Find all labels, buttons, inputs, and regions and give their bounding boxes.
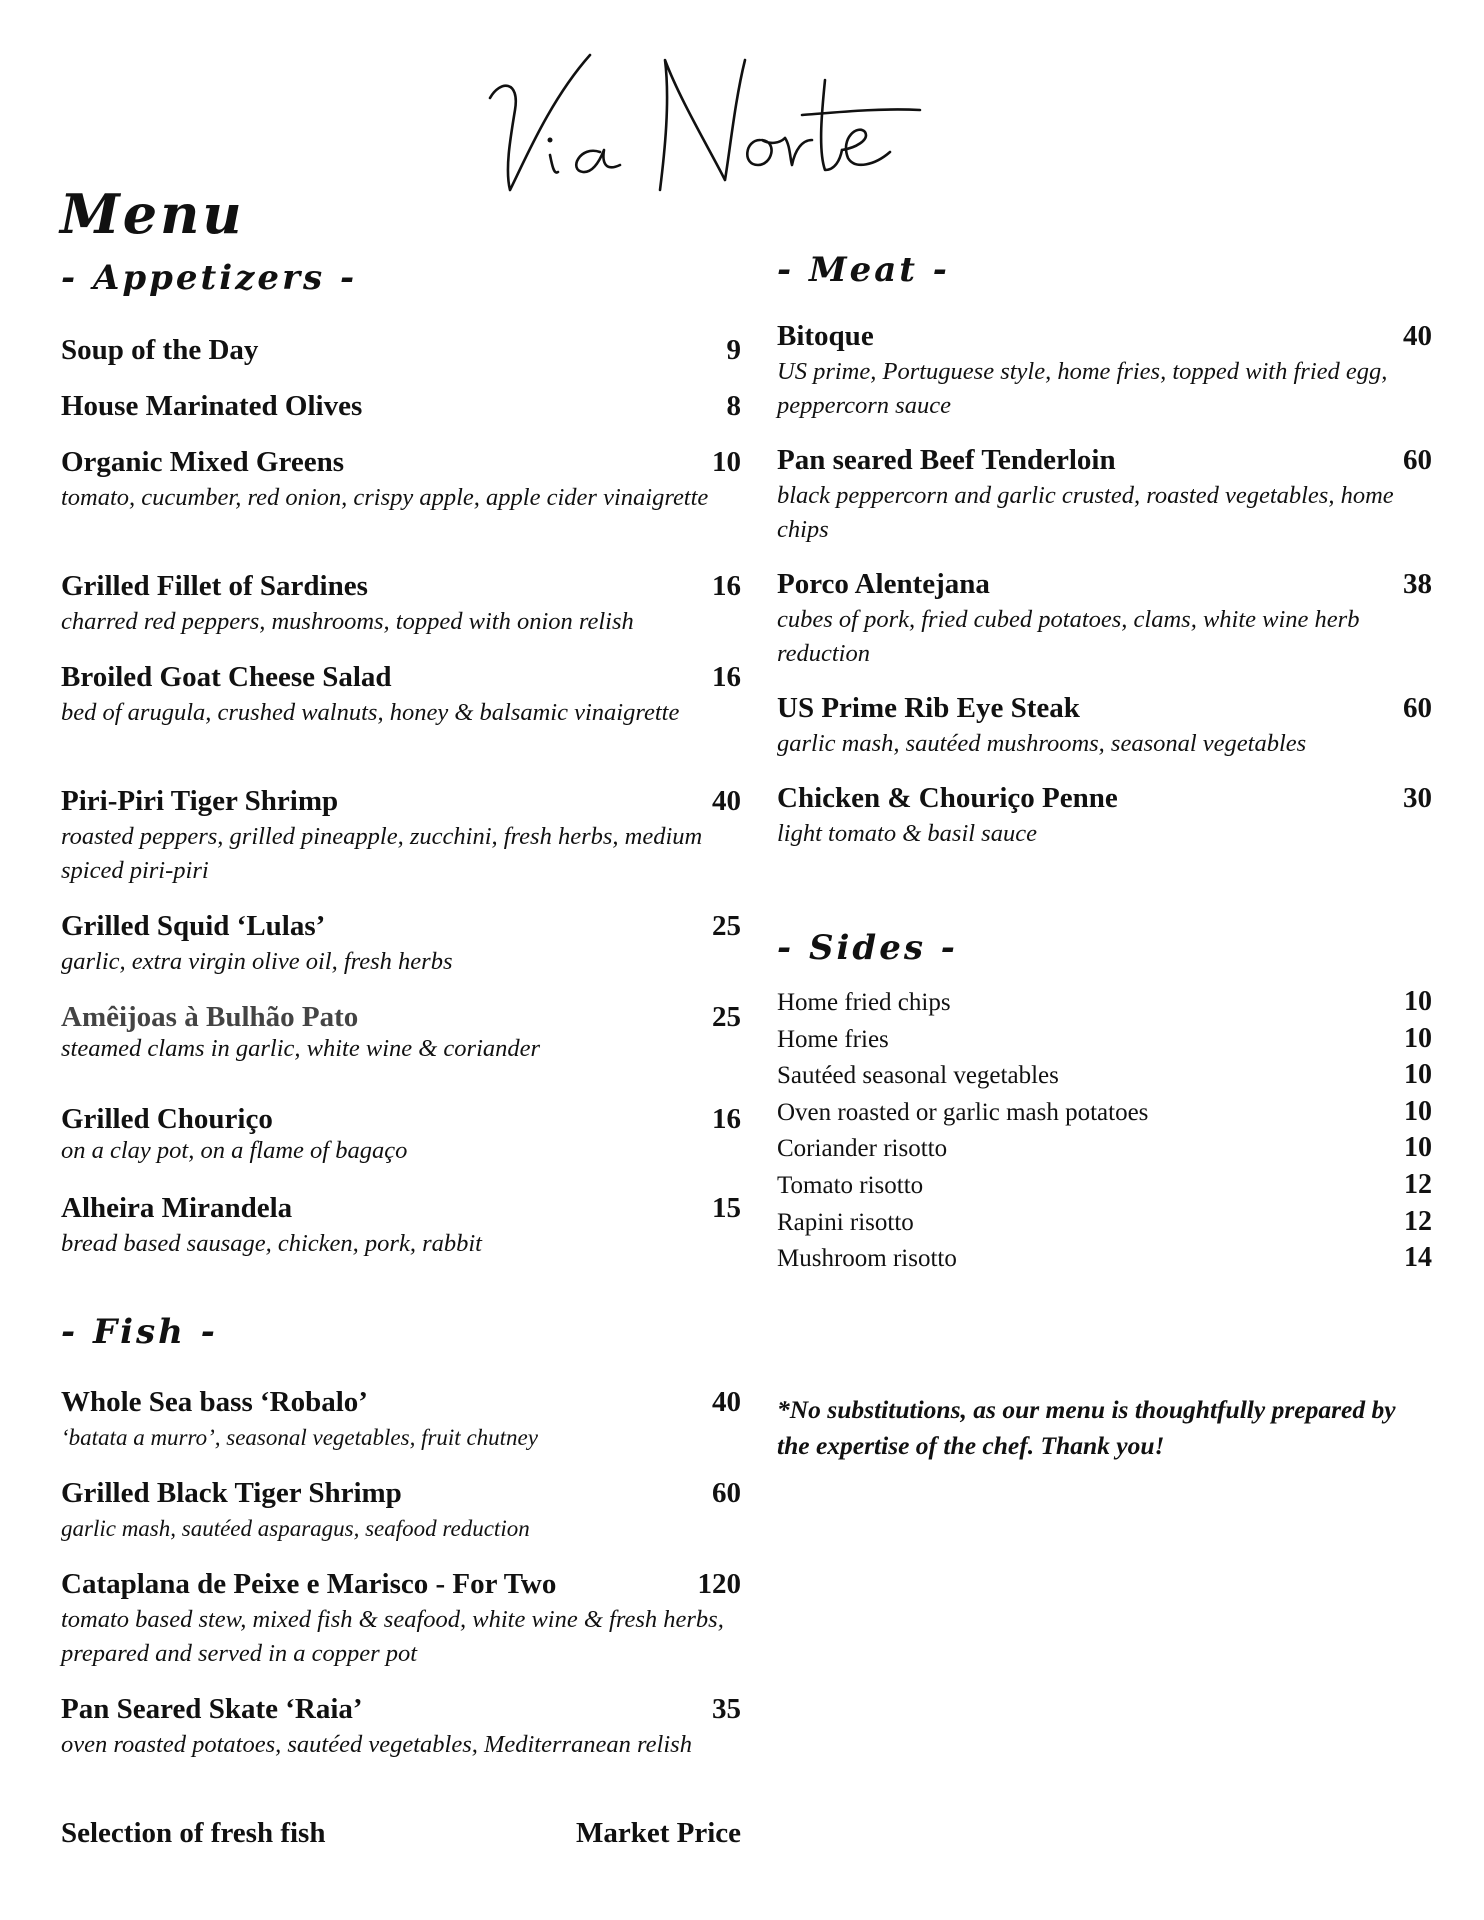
menu-item: [777, 692, 1432, 761]
appetizers-title: - Appetizers -: [61, 258, 358, 298]
item-description: charred red peppers, mushrooms, topped with onion relish: [61, 608, 634, 635]
item-name: Cataplana de Peixe e Marisco - For Two: [61, 1568, 557, 1600]
menu-item: [61, 1001, 741, 1066]
item-description: cubes of pork, fried cubed potatoes, clams, white wine herb reduction: [777, 606, 1360, 667]
item-description: garlic mash, sautéed asparagus, seafood reduction: [61, 1516, 530, 1541]
side-price: 10: [1404, 1059, 1432, 1091]
menu-item: [61, 1568, 741, 1671]
item-description: bread based sausage, chicken, pork, rabbit: [61, 1230, 482, 1257]
menu-item: [61, 1386, 741, 1455]
item-name: Grilled Fillet of Sardines: [61, 570, 368, 602]
item-name: Whole Sea bass ‘Robalo’: [61, 1386, 368, 1418]
menu-item: [61, 570, 741, 639]
item-price: 15: [712, 1192, 741, 1224]
side-item: [777, 1242, 1432, 1279]
item-price: 16: [712, 661, 741, 693]
item-price: 60: [712, 1477, 741, 1509]
menu-item: [61, 1192, 741, 1261]
side-price: 12: [1404, 1168, 1432, 1200]
menu-item: [61, 661, 741, 730]
side-name: Rapini risotto: [777, 1208, 914, 1236]
item-name: House Marinated Olives: [61, 390, 363, 422]
item-price: 38: [1403, 568, 1432, 600]
side-price: 10: [1404, 1095, 1432, 1127]
side-item: [777, 1059, 1432, 1096]
item-price: 9: [726, 334, 741, 366]
side-name: Oven roasted or garlic mash potatoes: [777, 1098, 1149, 1126]
menu-item: [777, 320, 1432, 423]
item-price: 10: [712, 446, 741, 478]
menu-title: Menu: [60, 182, 245, 246]
sides-list: [777, 986, 1432, 1279]
menu-item: [777, 782, 1432, 851]
item-price: 120: [697, 1568, 741, 1600]
item-description: black peppercorn and garlic crusted, roasted vegetables, home chips: [777, 482, 1394, 543]
menu-item: [61, 910, 741, 979]
item-description: garlic, extra virgin olive oil, fresh herbs: [61, 948, 453, 975]
item-description: ‘batata a murro’, seasonal vegetables, fruit chutney: [61, 1425, 538, 1450]
item-price: 60: [1403, 692, 1432, 724]
item-name: US Prime Rib Eye Steak: [777, 692, 1080, 724]
side-name: Tomato risotto: [777, 1171, 924, 1199]
item-price: 60: [1403, 444, 1432, 476]
item-name: Grilled Chouriço: [61, 1103, 273, 1135]
meat-title: - Meat -: [777, 250, 950, 290]
menu-item: [61, 334, 741, 367]
item-name: Porco Alentejana: [777, 568, 990, 600]
item-name: Grilled Black Tiger Shrimp: [61, 1477, 402, 1509]
menu-item: [777, 444, 1432, 547]
menu-item: [61, 1477, 741, 1546]
item-name: Broiled Goat Cheese Salad: [61, 661, 392, 693]
menu-item: [61, 1693, 741, 1762]
side-price: 10: [1404, 986, 1432, 1017]
item-description: roasted peppers, grilled pineapple, zucchini, fresh herbs, medium spiced piri-piri: [61, 823, 703, 884]
item-price: 40: [712, 785, 741, 817]
side-name: Home fries: [777, 1025, 889, 1053]
menu-item: [61, 446, 741, 515]
via-norte-logo: [480, 40, 950, 210]
menu-item: [777, 568, 1432, 671]
menu-item: [61, 785, 741, 888]
item-price: 8: [726, 390, 741, 422]
side-name: Home fried chips: [777, 989, 951, 1016]
side-price: 10: [1404, 1022, 1432, 1054]
side-price: 10: [1404, 1132, 1432, 1164]
item-name: Pan seared Beef Tenderloin: [777, 444, 1116, 476]
item-name: Amêijoas à Bulhão Pato: [61, 1001, 359, 1033]
side-item: [777, 1132, 1432, 1169]
item-name: Chicken & Chouriço Penne: [777, 782, 1118, 814]
item-price: 16: [712, 570, 741, 602]
item-description: steamed clams in garlic, white wine & coriander: [61, 1035, 541, 1062]
menu-item: [61, 1103, 741, 1168]
side-price: 14: [1404, 1242, 1432, 1274]
item-description: garlic mash, sautéed mushrooms, seasonal vegetables: [777, 730, 1307, 757]
item-name: Piri-Piri Tiger Shrimp: [61, 785, 339, 817]
item-name: Pan Seared Skate ‘Raia’: [61, 1693, 363, 1725]
item-price: 40: [1403, 320, 1432, 352]
item-name: Alheira Mirandela: [61, 1192, 293, 1224]
item-name: Bitoque: [777, 320, 874, 352]
side-name: Sautéed seasonal vegetables: [777, 1062, 1059, 1090]
item-description: on a clay pot, on a flame of bagaço: [61, 1137, 408, 1164]
item-description: US prime, Portuguese style, home fries, topped with fried egg, peppercorn sauce: [777, 358, 1388, 419]
item-description: tomato, cucumber, red onion, crispy apple, apple cider vinaigrette: [61, 484, 709, 511]
side-item: [777, 1169, 1432, 1206]
item-description: tomato based stew, mixed fish & seafood, white wine & fresh herbs, prepared and served in a copper pot: [61, 1606, 724, 1667]
side-price: 12: [1404, 1205, 1432, 1237]
item-price: 25: [712, 1001, 741, 1033]
side-item: [777, 1096, 1432, 1133]
side-item: [777, 1023, 1432, 1060]
item-name: Selection of fresh fish: [61, 1817, 326, 1849]
menu-item: [61, 390, 741, 423]
item-description: bed of arugula, crushed walnuts, honey & balsamic vinaigrette: [61, 699, 680, 726]
item-description: light tomato & basil sauce: [777, 820, 1037, 847]
side-item: [777, 1206, 1432, 1243]
item-name: Soup of the Day: [61, 334, 259, 366]
side-item: [777, 986, 1432, 1023]
menu-item: [61, 1817, 741, 1850]
item-price: 25: [712, 910, 741, 942]
no-substitutions-note: *No substitutions, as our menu is thoughtfully prepared by the expertise of the chef. Thank you!: [777, 1395, 1396, 1460]
side-name: Mushroom risotto: [777, 1245, 957, 1273]
item-price: 30: [1403, 782, 1432, 814]
item-description: oven roasted potatoes, sautéed vegetables, Mediterranean relish: [61, 1731, 692, 1758]
item-price: 35: [712, 1693, 741, 1725]
fish-title: - Fish -: [61, 1312, 218, 1352]
sides-title: - Sides -: [777, 928, 958, 968]
item-price: 40: [712, 1386, 741, 1418]
item-name: Grilled Squid ‘Lulas’: [61, 910, 326, 942]
side-name: Coriander risotto: [777, 1135, 948, 1163]
item-name: Organic Mixed Greens: [61, 446, 344, 478]
item-price: 16: [712, 1103, 741, 1135]
item-price: Market Price: [575, 1817, 741, 1849]
